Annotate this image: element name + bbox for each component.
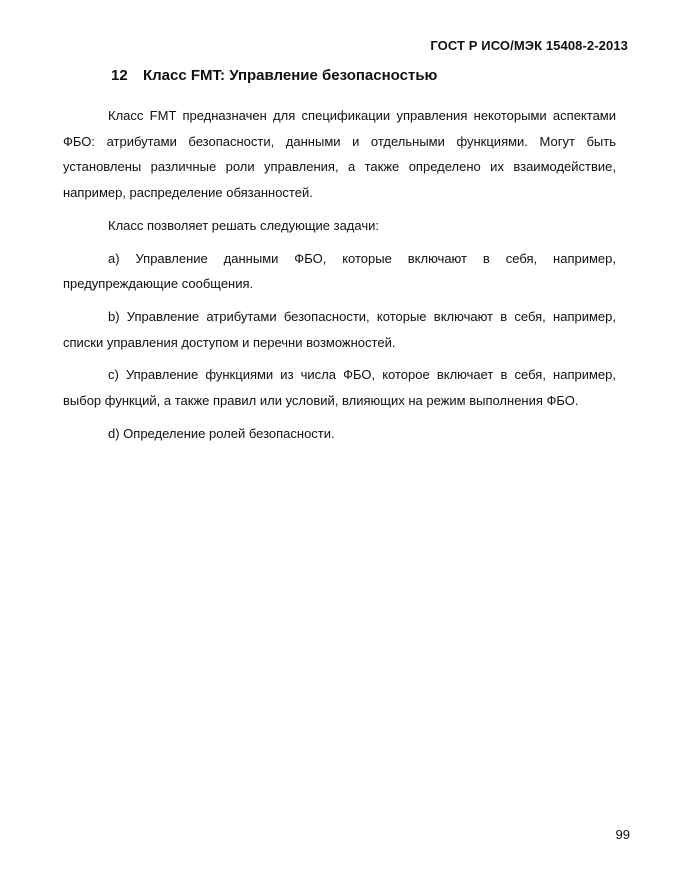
section-heading	[111, 67, 437, 84]
list-item-a: a) Управление данными ФБО, которые включают в себя, например, предупреждающие сообщения.	[63, 250, 616, 292]
list-item-c: c) Управление функциями из числа ФБО, которое включает в себя, например, выбор функций, а также правил или условий, влияющих на режим выполнения ФБО.	[63, 367, 616, 409]
paragraph-tasks-lead: Класс позволяет решать следующие задачи:	[108, 217, 379, 233]
section-title: Класс FMT: Управление безопасностью	[143, 67, 438, 84]
section-body	[63, 103, 616, 453]
list-item-b: b) Управление атрибутами безопасности, которые включают в себя, например, списки управления доступом и перечни возможностей.	[63, 308, 616, 350]
standard-identifier: ГОСТ Р ИСО/МЭК 15408-2-2013	[430, 38, 628, 53]
page-number: 99	[615, 827, 630, 842]
paragraph-intro: Класс FMT предназначен для спецификации управления некоторыми аспектами ФБО: атрибутами безопасности, данными и отдельными функциями. Могут быть установлены различные роли управления, а также определено их взаимодействие, например, распределение обязанностей.	[63, 108, 616, 201]
section-number: 12	[111, 67, 128, 84]
list-item-d: d) Определение ролей безопасности.	[108, 425, 335, 441]
